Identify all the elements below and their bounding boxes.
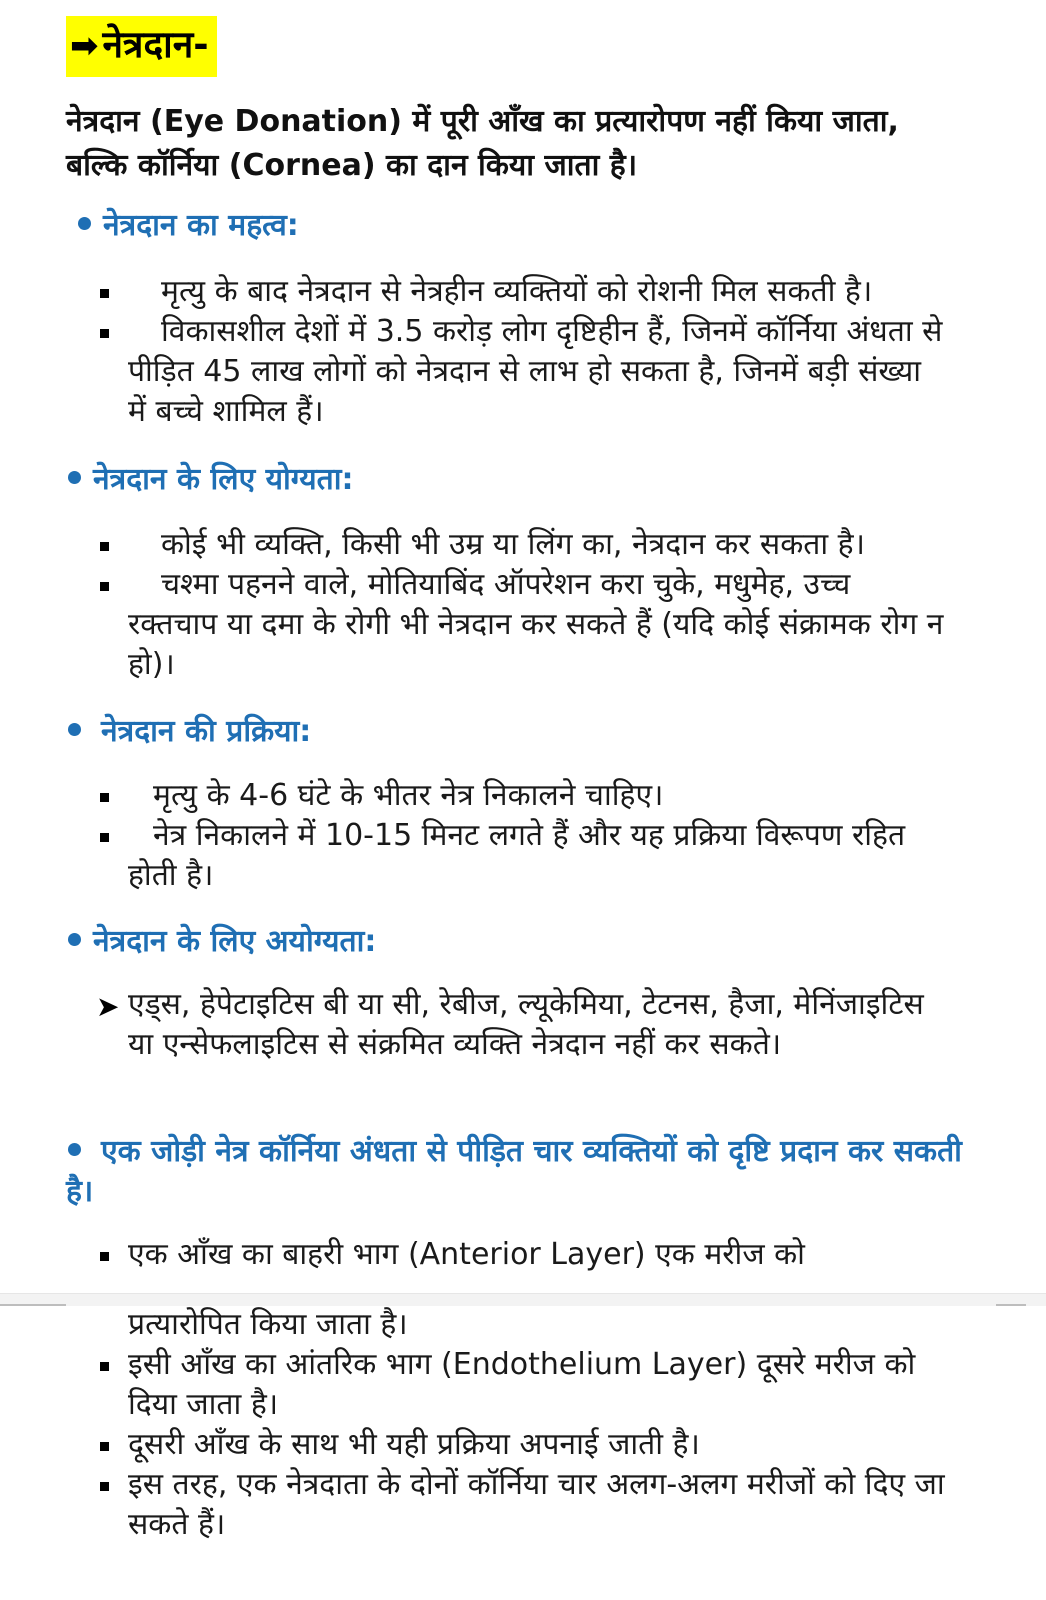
list-item: विकासशील देशों में 3.5 करोड़ लोग दृष्टिहीन हैं, जिनमें कॉर्निया अंधता से पीड़ित 45 लाख लोगों को नेत्रदान से लाभ हो सकता है, जिनमें बड़ी संख्या में बच्चे शामिल हैं।: [128, 312, 948, 432]
section-heading-process: [68, 712, 311, 752]
bullet-square-icon: [100, 1482, 109, 1491]
section-heading-four-persons: [66, 1132, 966, 1212]
ineligibility-list: [96, 985, 948, 1065]
list-item: एक आँख का बाहरी भाग (Anterior Layer) एक मरीज को: [128, 1235, 948, 1275]
bullet-square-icon: [100, 793, 109, 802]
intro-paragraph: नेत्रदान (Eye Donation) में पूरी आँख का प्रत्यारोपण नहीं किया जाता, बल्कि कॉर्निया (Cornea) का दान किया जाता है।: [66, 104, 899, 183]
importance-list: [128, 272, 948, 432]
list-item: इस तरह, एक नेत्रदाता के दोनों कॉर्निया चार अलग-अलग मरीजों को दिए जा सकते हैं।: [128, 1465, 948, 1545]
list-item-continuation: प्रत्यारोपित किया जाता है।: [128, 1307, 408, 1342]
bullet-square-icon: [100, 542, 109, 551]
arrowhead-bullet-icon: ➤: [96, 990, 120, 1023]
process-list: [128, 776, 948, 896]
list-item: मृत्यु के बाद नेत्रदान से नेत्रहीन व्यक्तियों को रोशनी मिल सकती है।: [128, 272, 948, 312]
bullet-square-icon: [100, 582, 109, 591]
four-persons-list-part2: [128, 1305, 948, 1545]
bullet-dot-icon: [68, 933, 81, 946]
list-item: कोई भी व्यक्ति, किसी भी उम्र या लिंग का, नेत्रदान कर सकता है।: [128, 525, 948, 565]
section-heading-eligibility: [68, 460, 354, 500]
list-item: इसी आँख का आंतरिक भाग (Endothelium Layer) दूसरे मरीज को दिया जाता है।: [128, 1345, 948, 1425]
four-persons-list-part1: [128, 1235, 948, 1275]
section-heading-ineligibility: [68, 922, 376, 962]
arrow-right-icon: ➡: [70, 26, 99, 66]
bullet-square-icon: [100, 329, 109, 338]
bullet-square-icon: [100, 1252, 109, 1261]
bullet-dot-icon: [68, 471, 81, 484]
list-item: दूसरी आँख के साथ भी यही प्रक्रिया अपनाई जाती है।: [128, 1425, 948, 1465]
list-item: चश्मा पहनने वाले, मोतियाबिंद ऑपरेशन करा चुके, मधुमेह, उच्च रक्तचाप या दमा के रोगी भी नेत्रदान कर सकते हैं (यदि कोई संक्रामक रोग न हो)।: [128, 565, 948, 685]
bullet-dot-icon: [68, 1143, 81, 1156]
bullet-dot-icon: [68, 723, 81, 736]
bullet-square-icon: [100, 1362, 109, 1371]
page-title-text: नेत्रदान-: [102, 23, 209, 66]
bullet-square-icon: [100, 289, 109, 298]
eligibility-list: [128, 525, 948, 685]
section-heading-text: नेत्रदान के लिए अयोग्यता:: [93, 924, 377, 959]
section-heading-text: नेत्रदान की प्रक्रिया:: [101, 714, 312, 749]
list-item: मृत्यु के 4-6 घंटे के भीतर नेत्र निकालने चाहिए।: [128, 776, 948, 816]
list-item: ➤ एड्स, हेपेटाइटिस बी या सी, रेबीज, ल्यूकेमिया, टेटनस, हैजा, मेनिंजाइटिस या एन्सेफलाइटिस से संक्रमित व्यक्ति नेत्रदान नहीं कर सकते।: [96, 987, 924, 1062]
section-heading-text: एक जोड़ी नेत्र कॉर्निया अंधता से पीड़ित चार व्यक्तियों को दृष्टि प्रदान कर सकती है।: [66, 1134, 962, 1209]
bullet-square-icon: [100, 833, 109, 842]
page-title: [66, 16, 217, 77]
section-heading-importance: [78, 206, 299, 246]
section-heading-text: नेत्रदान के लिए योग्यता:: [93, 462, 354, 497]
bullet-dot-icon: [78, 217, 91, 230]
section-heading-text: नेत्रदान का महत्व:: [103, 208, 299, 243]
list-item: नेत्र निकालने में 10-15 मिनट लगते हैं और यह प्रक्रिया विरूपण रहित होती है।: [128, 816, 948, 896]
bullet-square-icon: [100, 1442, 109, 1451]
